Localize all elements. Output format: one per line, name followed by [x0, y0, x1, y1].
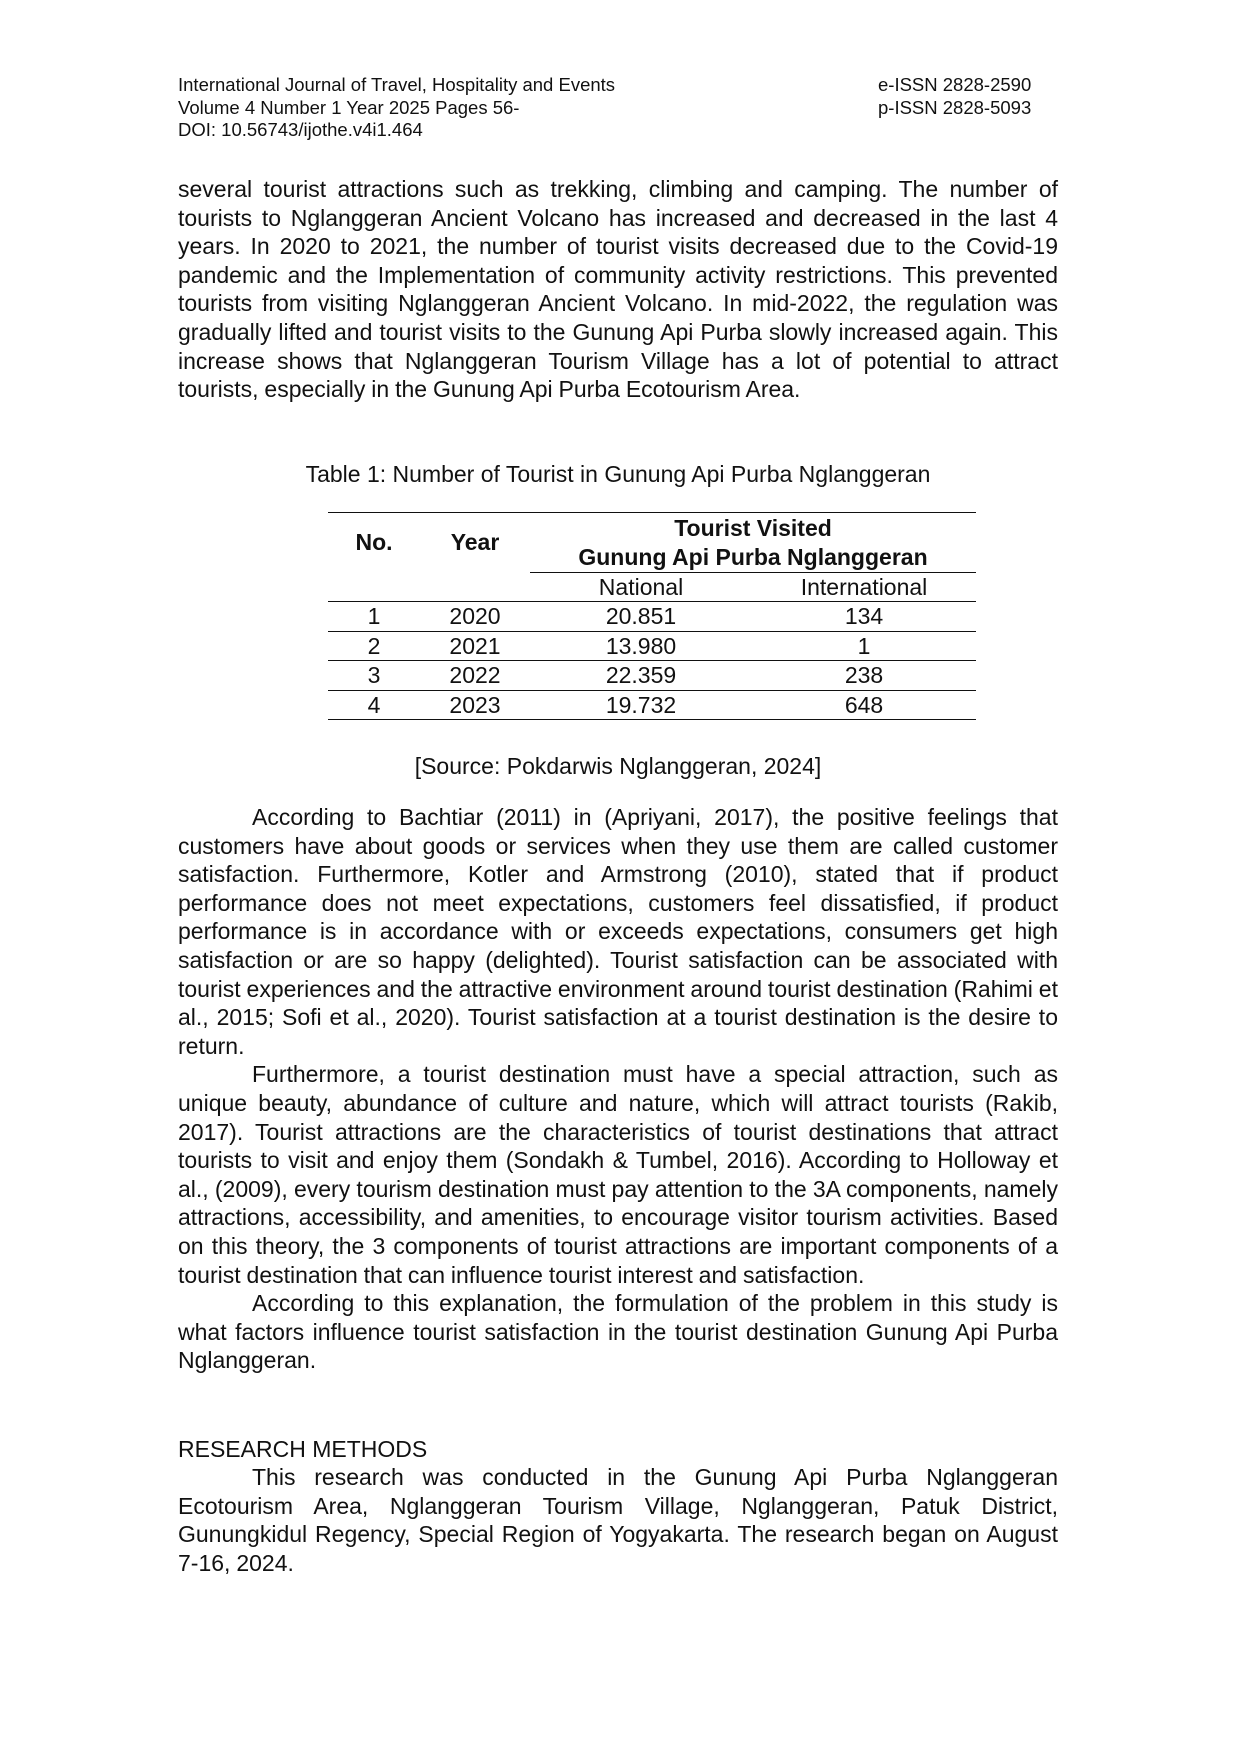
cell-year: 2020	[420, 602, 530, 632]
table-row	[328, 631, 976, 661]
cell-national: 20.851	[530, 602, 752, 632]
section-heading: RESEARCH METHODS	[178, 1436, 428, 1462]
cell-national: 22.359	[530, 661, 752, 691]
cell-national: 13.980	[530, 631, 752, 661]
table-row	[328, 602, 976, 632]
paragraph: Furthermore, a tourist destination must have a special attraction, such as unique beauty, abundance of culture and nature, which will attract tourists (Rakib, 2017). Tourist attractions are the characteristics of tourist destinations that attract tourists to visit and enjoy them (Sondakh & Tumbel, 2016). According to Holloway et al., (2009), every tourism destination must pay attention to the 3A components, namely attractions, accessibility, and amenities, to encourage visitor tourism activities. Based on this theory, the 3 components of tourist attractions are important components of a tourist destination that can influence tourist interest and satisfaction.	[178, 1061, 1058, 1288]
cell-no: 2	[328, 631, 420, 661]
cell-international: 134	[752, 602, 976, 632]
paragraph: several tourist attractions such as trekking, climbing and camping. The number of tourists to Nglanggeran Ancient Volcano has increased and decreased in the last 4 years. In 2020 to 2021, the number of tourist visits decreased due to the Covid-19 pandemic and the Implementation of community activity restrictions. This prevented tourists from visiting Nglanggeran Ancient Volcano. In mid-2022, the regulation was gradually lifted and tourist visits to the Gunung Api Purba slowly increased again. This increase shows that Nglanggeran Tourism Village has a lot of potential to attract tourists, especially in the Gunung Api Purba Ecotourism Area.	[178, 176, 1058, 403]
table-caption: Table 1: Number of Tourist in Gunung Api Purba Nglanggeran	[305, 461, 931, 487]
eissn: e-ISSN 2828-2590	[878, 74, 1032, 95]
cell-international: 648	[752, 690, 976, 720]
cell-year: 2023	[420, 690, 530, 720]
cell-international: 238	[752, 661, 976, 691]
intro-paragraph	[178, 175, 1058, 404]
journal-title: International Journal of Travel, Hospitality and Events	[178, 74, 616, 95]
cell-international: 1	[752, 631, 976, 661]
cell-year: 2021	[420, 631, 530, 661]
header-group-line1: Tourist Visited	[530, 513, 976, 544]
journal-volume: Volume 4 Number 1 Year 2025 Pages 56-	[178, 96, 520, 118]
body-paragraphs	[178, 803, 1058, 1375]
paragraph: This research was conducted in the Gunung Api Purba Nglanggeran Ecotourism Area, Nglanggeran Tourism Village, Nglanggeran, Patuk District, Gunungkidul Regency, Special Region of Yogyakarta. The research began on August 7-16, 2024.	[178, 1464, 1058, 1576]
methods-section	[178, 1463, 1058, 1577]
header-international: International	[752, 573, 976, 602]
cell-no: 3	[328, 661, 420, 691]
header-group-line2: Gunung Api Purba Nglanggeran	[530, 543, 976, 573]
tourist-table	[328, 512, 976, 720]
table-source: [Source: Pokdarwis Nglanggeran, 2024]	[414, 753, 822, 779]
paragraph: According to Bachtiar (2011) in (Apriyani, 2017), the positive feelings that customers have about goods or services when they use them are called customer satisfaction. Furthermore, Kotler and Armstrong (2010), stated that if product performance does not meet expectations, customers feel dissatisfied, if product performance is in accordance with or exceeds expectations, consumers get high satisfaction or are so happy (delighted). Tourist satisfaction can be associated with tourist experiences and the attractive environment around tourist destination (Rahimi et al., 2015; Sofi et al., 2020). Tourist satisfaction at a tourist destination is the desire to return.	[178, 804, 1058, 1059]
header-no: No.	[328, 513, 420, 573]
header-left	[178, 74, 615, 142]
journal-doi: DOI: 10.56743/ijothe.v4i1.464	[178, 119, 423, 140]
table-row	[328, 690, 976, 720]
pissn: p-ISSN 2828-5093	[878, 96, 1032, 118]
cell-no: 1	[328, 602, 420, 632]
header-national: National	[530, 573, 752, 602]
paragraph: According to this explanation, the formulation of the problem in this study is what factors influence tourist satisfaction in the tourist destination Gunung Api Purba Nglanggeran.	[178, 1290, 1058, 1374]
cell-year: 2022	[420, 661, 530, 691]
header-right	[878, 74, 1031, 119]
header-year: Year	[420, 513, 530, 573]
table-row	[328, 661, 976, 691]
cell-national: 19.732	[530, 690, 752, 720]
cell-no: 4	[328, 690, 420, 720]
